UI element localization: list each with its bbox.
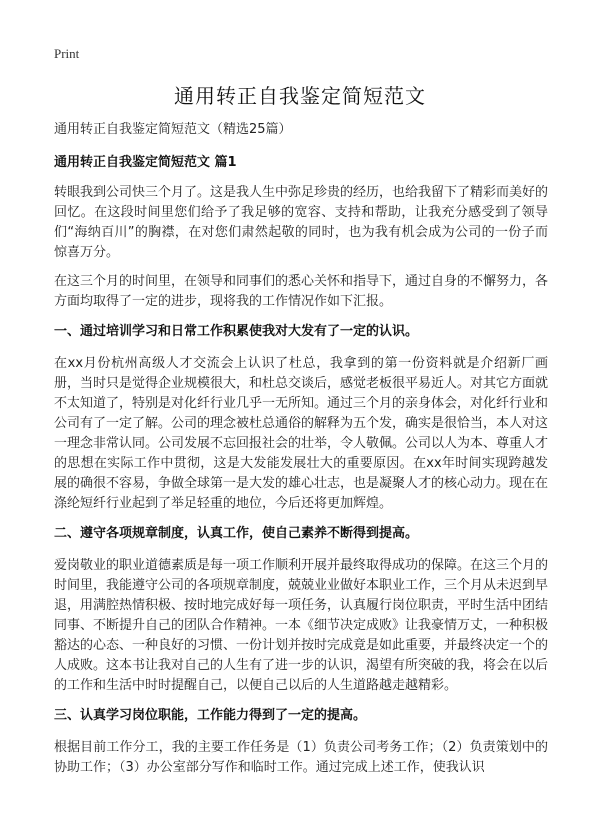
intro-paragraph: 在这三个月的时间里，在领导和同事们的悉心关怀和指导下，通过自身的不懈努力，各方面均取得了一定的进步，现将我的工作情况作如下汇报。 bbox=[54, 274, 549, 309]
body-paragraph: 根据目前工作分工，我的主要工作任务是（1）负责公司考务工作；（2）负责策划中的协助工作；（3）办公室部分写作和临时工作。通过完成上述工作，使我认识 bbox=[54, 740, 548, 775]
body-paragraph: 爱岗敬业的职业道德素质是每一项工作顺利开展并最终取得成功的保障。在这三个月的时间里，我能遵守公司的各项规章制度，兢兢业业做好本职业工作，三个月从未迟到早退，用满腔热情积极、按时地完成好每一项任务，认真履行岗位职责，平时生活中团结同事、不断提升自己的团队合作精神。一本《细节决定成败》让我豪情万丈，一种积极豁达的心态、一种良好的习惯、一份计划并按时完成竟是如此重要，并最终决定一个的人成败。这本书让我对自己的人生有了进一步的认识，渴望有所突破的我，将会在以后的工作和生活中时时提醒自己，以便自己以后的人生道路越走越精彩。 bbox=[54, 558, 549, 693]
body-paragraph: 在xx月份杭州高级人才交流会上认识了杜总，我拿到的第一份资料就是介绍新厂画册，当时只是觉得企业规模很大，和杜总交谈后，感觉老板很平易近人。对其它方面就不太知道了，特别是对化纤行业几乎一无所知。通过三个月的亲身体会，对化纤行业和公司有了一定了解。公司的理念被杜总通俗的解释为五个发，确实是很恰当，本人对这一理念非常认同。公司发展不忘回报社会的壮举，令人敬佩。公司以人为本、尊重人才的思想在实际工作中贯彻，这是大发能发展壮大的重要原因。在xx年时间实现跨越发展的确很不容易，争做全球第一是大发的雄心壮志，也是凝聚人才的核心动力。现在在涤纶短纤行业起到了举足轻重的地位，今后还将更加辉煌。 bbox=[54, 356, 549, 511]
section-title: 通用转正自我鉴定简短范文 篇1 bbox=[54, 155, 237, 170]
intro-paragraph: 转眼我到公司快三个月了。这是我人生中弥足珍贵的经历，也给我留下了精彩而美好的回忆。在这段时间里您们给予了我足够的宽容、支持和帮助，让我充分感受到了领导们“海纳百川”的胸襟，在对您们肃然起敬的同时，也为我有机会成为公司的一份子而惊喜万分。 bbox=[54, 185, 549, 260]
heading-training: 一、通过培训学习和日常工作积累使我对大发有了一定的认识。 bbox=[54, 324, 419, 339]
document-body bbox=[54, 120, 548, 787]
heading-post-duties: 三、认真学习岗位职能，工作能力得到了一定的提高。 bbox=[54, 708, 367, 723]
print-label: Print bbox=[54, 46, 80, 61]
document-subtitle: 通用转正自我鉴定简短范文（精选25篇） bbox=[54, 122, 292, 137]
heading-rules: 二、遵守各项规章制度，认真工作，使自己素养不断得到提高。 bbox=[54, 526, 419, 541]
document-title: 通用转正自我鉴定简短范文 bbox=[174, 84, 426, 108]
